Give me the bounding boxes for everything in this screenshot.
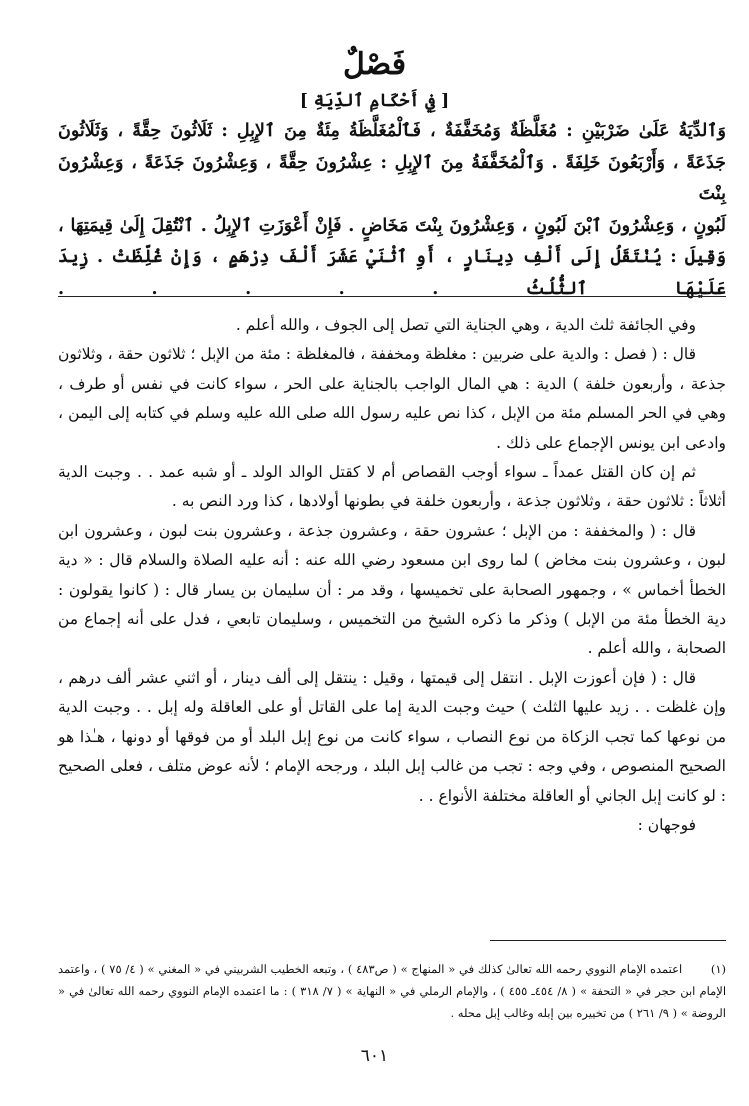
commentary-text-block bbox=[58, 311, 726, 840]
footnote-text: اعتمده الإمام النووي رحمه الله تعالىٰ كذلك في « المنهاج » ( ص٤٨٣ ) ، وتبعه الخطيب الشربيني في « المغني » ( ٤/ ٧٥ ) ، واعتمد الإمام ابن حجر في « التحفة » ( ٨/ ٤٥٤ـ ٤٥٥ ) ، والإمام الرملي في « النهاية » ( ٧/ ٣١٨ ) : ما اعتمده الإمام النووي رحمه الله تعالىٰ في « الروضة » ( ٩/ ٢٦١ ) من تخييره بين إبله وغالب إبل محله . bbox=[58, 962, 727, 1020]
matn-line: جَذَعَةً ، وَأَرْبَعُونَ خَلِفَةً . وَٱلْمُخَفَّفَةُ مِنَ ٱلإِبِلِ : عِشْرُونَ حِقَّةً ، وَعِشْرُونَ جَذَعَةً ، وَعِشْرُونَ بِنْتَ bbox=[58, 152, 726, 204]
page-number: ٦٠١ bbox=[360, 1046, 389, 1066]
commentary-paragraph: قال : ( فإن أعوزت الإبل . انتقل إلى قيمتها ، وقيل : ينتقل إلى ألف دينار ، أو اثني عشر ألف درهم ، وإن غلظت . . زيد عليها الثلث ) حيث وجبت الدية إما على القاتل أو على العاقلة وله إبل . . وجبت الدية من نوعها كما تجب الزكاة من نوع النصاب ، سواء كانت من نوع إبل البلد أو من فوقها أو دونها ، هـٰذا هو الصحيح المنصوص ، وفي وجه : تجب من غالب إبل البلد ، ورجحه الإمام ؛ لأنه عوض متلف ، فعلى الصحيح : لو كانت إبل الجاني أو العاقلة مختلفة الأنواع . . bbox=[58, 668, 726, 805]
matn-divider bbox=[58, 296, 726, 297]
commentary-paragraph: قال : ( والمخففة : من الإبل ؛ عشرون حقة ، وعشرون جذعة ، وعشرون بنت لبون ، وعشرون ابن لبون ، وعشرون بنت مخاض ) لما روى ابن مسعود رضي الله عنه : أنه عليه الصلاة والسلام قال : « دية الخطأ أخماس » ، وجمهور الصحابة على تخميسها ، وقد مر : أن سليمان بن يسار قال : ( كانوا يقولون : دية الخطأ مئة من الإبل ) وذكر ما ذكره الشيخ من التخميس ، وسليمان تابعي ، فدل على أنه إجماع من الصحابة ، والله أعلم . bbox=[58, 521, 726, 658]
matn-text-block bbox=[58, 116, 726, 305]
chapter-title: فَصْلٌ bbox=[342, 47, 407, 82]
matn-line: وَٱلدِّيَةُ عَلَىٰ ضَرْبَيْنِ : مُغَلَّظَةٌ وَمُخَفَّفَةٌ ، فَٱلْمُغَلَّظَةُ مِئَةٌ مِنَ ٱلإِبِلِ : ثَلَاثُونَ حِقَّةً ، وَثَلَاثُونَ bbox=[58, 121, 726, 141]
matn-line: لَبُونٍ ، وَعِشْرُونَ ٱبْنَ لَبُونٍ ، وَعِشْرُونَ بِنْتَ مَخَاضٍ . فَإِنْ أَعْوَزَتِ ٱلإِبِلُ . ٱنْتُقِلَ إِلَىٰ قِيمَتِهَا ، bbox=[58, 215, 726, 236]
chapter-subtitle: [ فِي أَحْكَامِ ٱلدِّيَةِ ] bbox=[299, 91, 450, 111]
commentary-paragraph: ثم إن كان القتل عمداً ـ سواء أوجب القصاص أم لا كقتل الوالد الولد ـ أو شبه عمد . . وجبت الدية أثلاثاً : ثلاثون حقة ، وثلاثون جذعة ، وأربعون خلفة في بطونها أولادها ، كذا ورد النص به . bbox=[58, 463, 726, 511]
footnote-number: (١) bbox=[710, 962, 726, 976]
commentary-paragraph: فوجهان : bbox=[637, 815, 696, 834]
footnote bbox=[58, 958, 726, 1024]
matn-line: وَقِيلَ : يُنْتَقَلُ إِلَى أَلْفِ دِينَارٍ ، أَوِ ٱثْنَيْ عَشَرَ أَلْفَ دِرْهَمٍ ، وَإِنْ غُلِّظَتْ . زِيدَ عَلَيْهَا ٱلثُّلُثُ . . . . . bbox=[58, 247, 726, 299]
chapter-header bbox=[0, 46, 749, 84]
commentary-paragraph: وفي الجائفة ثلث الدية ، وهي الجناية التي تصل إلى الجوف ، والله أعلم . bbox=[235, 316, 696, 334]
footnote-divider bbox=[490, 940, 726, 941]
commentary-paragraph: قال : ( فصل : والدية على ضربين : مغلظة ومخففة ، فالمغلظة : مئة من الإبل ؛ ثلاثون حقة ، وثلاثون جذعة ، وأربعون خلفة ) الدية : هي المال الواجب بالجناية على الحر ، سواء كانت في نفس أو طرف ، وهي في الحر المسلم مئة من الإبل ، كذا نص عليه رسول الله صلى الله عليه وسلم في كتابه إلى اليمن ، وادعى ابن يونس الإجماع على ذلك . bbox=[58, 345, 726, 452]
